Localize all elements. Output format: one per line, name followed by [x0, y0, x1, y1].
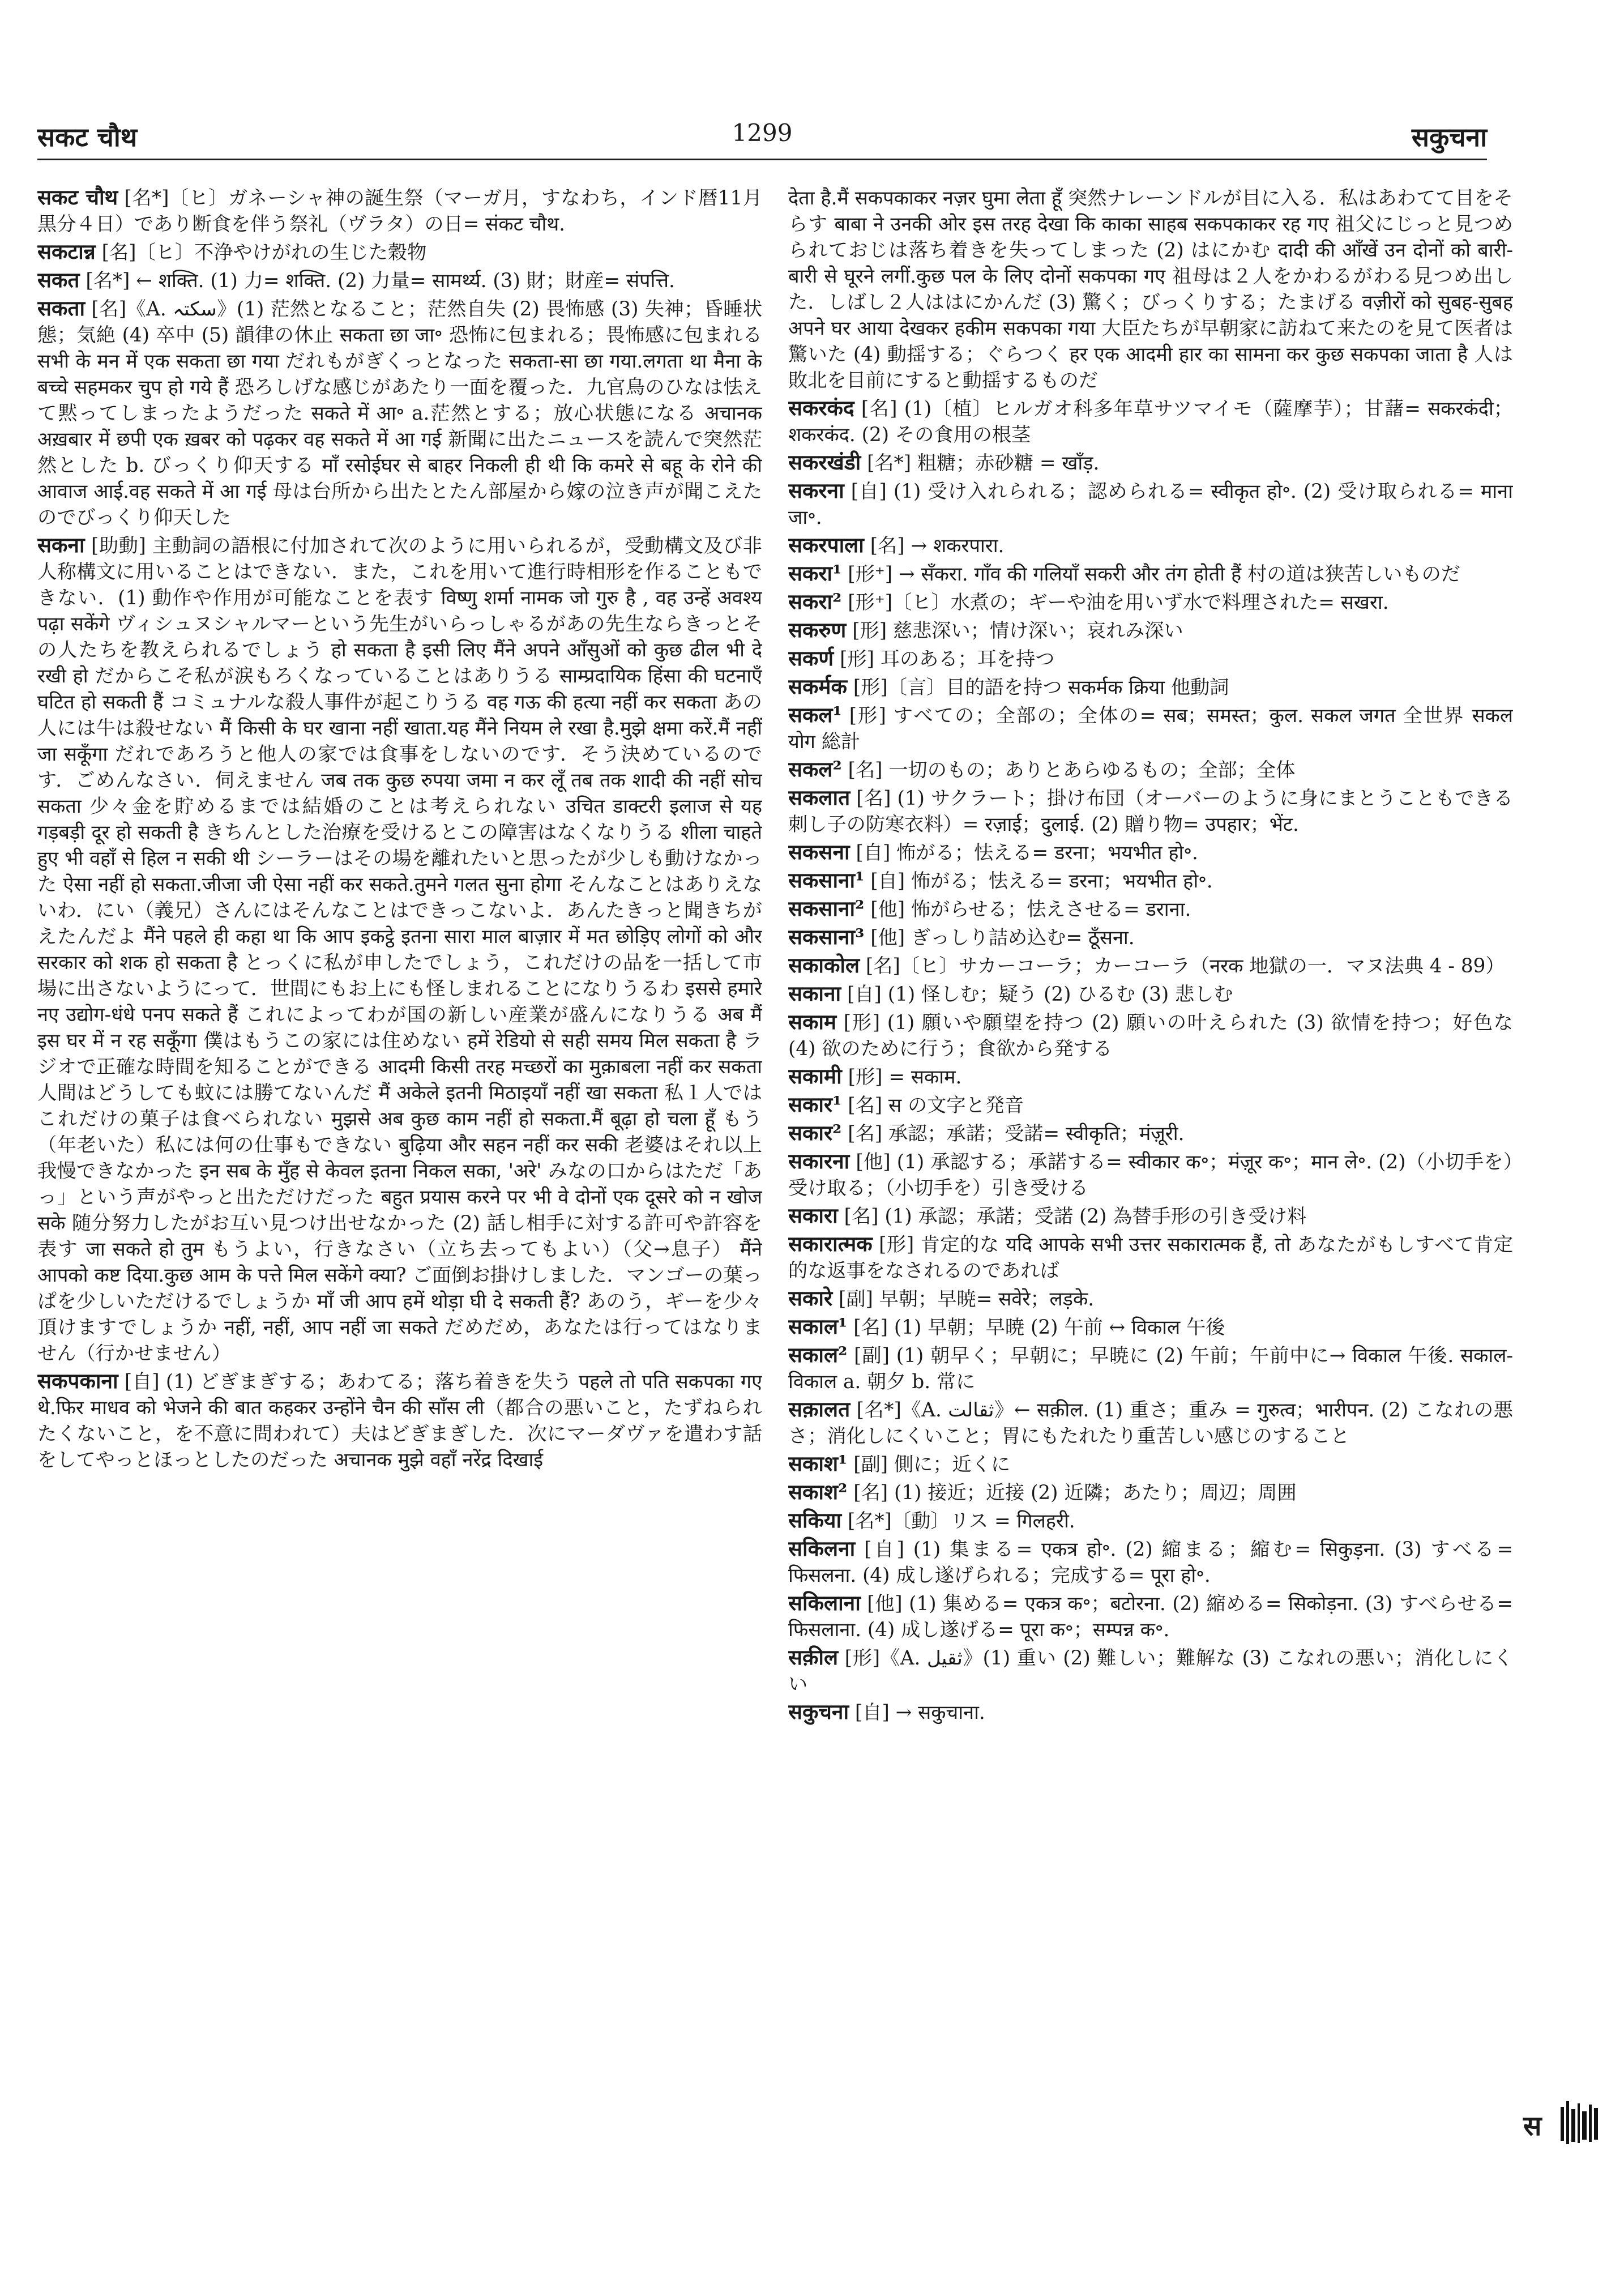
entry-definition: [名] (1) サクラート；掛け布団（オーバーのように身にまとうこともできる刺し子の防寒衣料）= रज़ाई；दुलाई. (2) 贈り物= उपहार；भेंट.	[788, 787, 1513, 836]
dictionary-entry	[788, 895, 1513, 923]
headword: सकार¹	[788, 1092, 842, 1117]
dictionary-entry	[37, 532, 762, 1367]
headword: सकल²	[788, 757, 842, 782]
headword: सकपकाना	[37, 1368, 118, 1393]
entry-definition: [名]《A. سكتہ》(1) 茫然となること；茫然自失 (2) 畏怖感 (3) 失神；昏睡状態；気絶 (4) 卒中 (5) 韻律の休止 सकता छा जा॰ 恐怖に包まれる；畏怖感に包まれる सभी के मन में एक सकता छा गया だれもがぎくっとなった सकता-सा छा गया.लगता था मैना के बच्चे सहमकर चुप हो गये हैं 恐ろしげな感じがあたり一面を覆った．九官鳥のひなは怯えて黙ってしまったようだった सकते में आ॰ a.茫然とする；放心状態になる अचानक अख़बार में छपी एक ख़बर को पढ़कर वह सकते में आ गई 新聞に出たニュースを読んで突然茫然とした b. びっくり仰天する माँ रसोईघर से बाहर निकली ही थी कि कमरे से बहू के रोने की आवाज आई.वह सकते में आ गई 母は台所から出たとたん部屋から嫁の泣き声が聞こえたのでびっくり仰天した	[37, 298, 762, 529]
entry-definition: [自] 怖がる；怯える= डरना；भयभीत हो॰.	[856, 842, 1198, 864]
entry-definition: [名] (1) 接近；近接 (2) 近隣；あたり；周辺；周囲	[853, 1482, 1297, 1504]
dictionary-entry	[788, 1342, 1513, 1395]
headword: सकिया	[788, 1508, 842, 1533]
headword: सकत	[37, 267, 80, 292]
running-head-left: सकट चौथ	[37, 122, 138, 152]
entry-definition: [自] (1) 受け入れられる；認められる= स्वीकृत हो॰. (2) 受け取られる= माना जा॰.	[788, 480, 1513, 529]
entry-definition: [形]〔言〕目的語を持つ सकर्मक क्रिया 他動詞	[853, 676, 1229, 699]
dictionary-entry	[788, 1698, 1513, 1726]
headword: सकटान्न	[37, 239, 96, 264]
dictionary-entry	[788, 867, 1513, 894]
dictionary-entry	[788, 532, 1513, 559]
entry-definition: [他] (1) 集める= एकत्र क॰；बटोरना. (2) 縮める= सिकोड़ना. (3) すべらせる= फिसलाना. (4) 成し遂げる= पूरा क॰；सम्पन्न क॰.	[788, 1593, 1513, 1641]
entry-definition: [形] 慈悲深い；情け深い；哀れみ深い	[852, 620, 1183, 642]
headword: सकार²	[788, 1120, 842, 1145]
headword: सकट चौथ	[37, 185, 118, 210]
thumb-index	[1523, 2095, 1608, 2146]
dictionary-entry	[788, 560, 1513, 587]
running-head-right: सकुचना	[1411, 122, 1487, 152]
dictionary-entry	[788, 1231, 1513, 1284]
entry-definition: [名] (1) 承認；承諾；受諾 (2) 為替手形の引き受け料	[844, 1205, 1307, 1228]
entry-definition: [他] 怖がらせる；怯えさせる= डराना.	[870, 898, 1191, 921]
dictionary-entry	[788, 1507, 1513, 1534]
entry-definition: [自] (1) 集まる= एकत्र हो॰. (2) 縮まる；縮む= सिकुड़ना. (3) すべる= फिसलना. (4) 成し遂げられる；完成する= पूरा हो॰.	[788, 1538, 1513, 1587]
entry-definition: [自] → सकुचाना.	[854, 1701, 985, 1724]
headword: सकर्मक	[788, 674, 847, 699]
dictionary-entry	[37, 184, 762, 237]
dictionary-entry	[788, 395, 1513, 448]
thumb-index-tab	[1558, 2099, 1604, 2146]
dictionary-entry	[788, 1091, 1513, 1119]
thumb-index-letter: स	[1523, 2110, 1542, 2142]
headword: सकल¹	[788, 702, 842, 727]
dictionary-entry	[788, 980, 1513, 1008]
headword: सकाश²	[788, 1479, 848, 1504]
headword: सकता	[37, 296, 86, 321]
headword: सकसना	[788, 839, 850, 864]
entry-definition: [副] 早朝；早暁= सवेरे；लड़के.	[839, 1288, 1095, 1311]
dictionary-entry	[788, 924, 1513, 951]
entry-definition: [他] (1) 承認する；承諾する= स्वीकार क॰；मंज़ूर क॰；मान ले॰. (2)（小切手を）受け取る；（小切手を）引き受ける	[788, 1151, 1513, 1200]
dictionary-entry	[788, 1120, 1513, 1147]
dictionary-entry	[788, 1313, 1513, 1341]
entry-definition: [形] 耳のある；耳を持つ	[840, 648, 1055, 671]
dictionary-entry	[37, 267, 762, 294]
headword: सकाना	[788, 981, 841, 1006]
page-header	[37, 119, 1487, 160]
headword: सकुचना	[788, 1699, 849, 1724]
entry-definition: [名*]〔動〕リス = गिलहरी.	[847, 1510, 1075, 1533]
entry-definition: [副] (1) 朝早く；早朝に；早暁に (2) 午前；午前中に→ विकाल 午後. सकाल-विकाल a. 朝夕 b. 常に	[788, 1345, 1513, 1393]
entry-definition: [名] (1) 早朝；早暁 (2) 午前 ↔ विकाल 午後	[853, 1316, 1225, 1339]
dictionary-entry	[788, 1148, 1513, 1201]
headword: सकाश¹	[788, 1451, 848, 1476]
dictionary-entry	[788, 673, 1513, 701]
dictionary-entry	[788, 449, 1513, 476]
headword: सकारे	[788, 1286, 833, 1311]
headword: सकसाना³	[788, 924, 865, 949]
dictionary-entry	[788, 1202, 1513, 1230]
headword: सकाल¹	[788, 1314, 848, 1339]
dictionary-entry	[788, 1009, 1513, 1062]
entry-definition: [形] = सकाम.	[848, 1066, 962, 1089]
headword: सकर्ण	[788, 646, 834, 671]
headword: सकरा²	[788, 589, 842, 614]
dictionary-entry	[788, 617, 1513, 644]
entry-definition: [名*] 粗糖；赤砂糖 = खाँड़.	[867, 452, 1100, 475]
entry-definition: [名] 一切のもの；ありとあらゆるもの；全部；全体	[848, 759, 1296, 782]
dictionary-entry	[788, 477, 1513, 531]
dictionary-entry	[788, 1590, 1513, 1643]
entry-definition: [副] 側に；近くに	[853, 1453, 1011, 1476]
entry-definition: [名]〔ヒ〕サカーコーラ；カーコーラ（नरक 地獄の一．マヌ法典 4 - 89）	[865, 955, 1505, 978]
dictionary-entry	[788, 702, 1513, 755]
dictionary-entry	[788, 1479, 1513, 1506]
headword: सकिलाना	[788, 1590, 861, 1615]
entry-definition: [名] स の文字と発音	[848, 1094, 1024, 1117]
headword: सकलात	[788, 785, 851, 810]
headword: सकाम	[788, 1009, 837, 1034]
headword: सकामी	[788, 1064, 842, 1089]
right-column	[788, 184, 1513, 2217]
dictionary-entry	[788, 645, 1513, 672]
headword: सकसाना²	[788, 896, 865, 921]
headword: सकाकोल	[788, 953, 860, 978]
entry-definition: [自] (1) 怪しむ；疑う (2) ひるむ (3) 悲しむ	[847, 983, 1233, 1006]
headword: सकरखंडी	[788, 450, 861, 475]
dictionary-entry	[788, 1535, 1513, 1589]
dictionary-entry	[788, 588, 1513, 616]
dictionary-entry	[788, 839, 1513, 866]
dictionary-entry	[788, 1450, 1513, 1478]
entry-definition: [助動] 主動詞の語根に付加されて次のように用いられるが，受動構文及び非人称構文に用いることはできない．また，これを用いて進行時相形を作ることもできない．(1) 動作や作用が可能なことを表す विष्णु शर्मा नामक जो गुरु है , वह उन्हें अवश्य पढ़ा सकेंगे ヴィシュヌシャルマーという先生がいらっしゃるがあの先生ならきっとその人たちを教えられるでしょう हो सकता है इसी लिए मैंने अपने आँसुओं को कुछ ढील भी दे रखी हो だからこそ私が涙もろくなっていることはありうる साम्प्रदायिक हिंसा की घटनाएँ घटित हो सकती हैं コミュナルな殺人事件が起こりうる वह गऊ की हत्या नहीं कर सकता あの人には牛は殺せない मैं किसी के घर खाना नहीं खाता.यह मैंने नियम ले रखा है.मुझे क्षमा करें.मैं नहीं जा सकूँगा だれであろうと他人の家では食事をしないのです．そう決めているのです．ごめんなさい．伺えません जब तक कुछ रुपया जमा न कर लूँ तब तक शादी की नहीं सोच सकता 少々金を貯めるまでは結婚のことは考えられない उचित डाक्टरी इलाज से यह गड़बड़ी दूर हो सकती है きちんとした治療を受けるとこの障害はなくなりうる शीला चाहते हुए भी वहाँ से हिल न सकी थी シーラーはその場を離れたいと思ったが少しも動けなかった ऐसा नहीं हो सकता.जीजा जी ऐसा नहीं कर सकते.तुमने गलत सुना होगा そんなことはありえないわ．にい（義兄）さんにはそんなことはできっこないよ．あんたきっと聞きちがえたんだよ मैंने पहले ही कहा था कि आप इकट्ठे इतना सारा माल बाज़ार में मत छोड़िए लोगों को और सरकार को शक हो सकता है とっくに私が申したでしょう，これだけの品を一括して市場に出さないようにって．世間にもお上にも怪しまれることになりうるわ इससे हमारे नए उद्योग-धंधे पनप सकते हैं これによってわが国の新しい産業が盛んになりうる अब मैं इस घर में न रह सकूँगा 僕はもうこの家には住めない हमें रेडियो से सही समय मिल सकता है ラジオで正確な時間を知ることができる आदमी किसी तरह मच्छरों का मुक़ाबला नहीं कर सकता 人間はどうしても蚊には勝てないんだ मैं अकेले इतनी मिठाइयाँ नहीं खा सकता 私１人ではこれだけの菓子は食べられない मुझसे अब कुछ काम नहीं हो सकता.मैं बूढ़ा हो चला हूँ もう（年老いた）私には何の仕事もできない बुढ़िया और सहन नहीं कर सकी 老婆はそれ以上我慢できなかった इन सब के मुँह से केवल इतना निकल सका, 'अरे' みなの口からはただ「あっ」という声がやっと出ただけだった बहुत प्रयास करने पर भी वे दोनों एक दूसरे को न खोज सके 随分努力したがお互い見つけ出せなかった (2) 話し相手に対する許可や許容を表す जा सकते हो तुम もうよい，行きなさい（立ち去ってもよい）（父→息子） मैंने आपको कष्ट दिया.कुछ आम के पत्ते मिल सकेंगे क्या? ご面倒お掛けしました．マンゴーの葉っぱを少しいただけるでしょうか माँ जी आप हमें थोड़ा घी दे सकती हैं? あのう，ギーを少々頂けますでしょうか नहीं, नहीं, आप नहीं जा सकते だめだめ，あなたは行ってはなりません（行かせません）	[37, 535, 762, 1365]
headword: सकरना	[788, 478, 844, 503]
entry-definition: [名] 承認；承諾；受諾= स्वीकृति；मंज़ूरी.	[848, 1122, 1185, 1145]
entry-definition: [形] (1) 願いや願望を持つ (2) 願いの叶えられた (3) 欲情を持つ；好色な (4) 欲のために行う；食欲から発する	[788, 1011, 1513, 1060]
entry-definition: [形⁺]〔ヒ〕水煮の；ギーや油を用いず水で料理された= सखरा.	[848, 591, 1389, 614]
headword: सकरकंद	[788, 395, 854, 420]
dictionary-entry	[37, 1368, 762, 1473]
dictionary-entry	[788, 1644, 1513, 1697]
dictionary-entry	[37, 238, 762, 266]
headword: सकना	[37, 532, 85, 557]
headword: सक़ालत	[788, 1397, 851, 1422]
entry-definition: [名] (1)〔植〕ヒルガオ科多年草サツマイモ（薩摩芋）；甘藷= सकरकंदी；शकरकंद. (2) その食用の根茎	[788, 398, 1513, 446]
dictionary-entry	[788, 784, 1513, 838]
entry-definition: [名*]〔ヒ〕ガネーシャ神の誕生祭（マーガ月，すなわち，インド暦11月黒分４日）であり断食を伴う祭礼（ヴラタ）の日= संकट चौथ.	[37, 187, 762, 236]
entry-definition: [形]《A. ثقيل》(1) 重い (2) 難しい；難解な (3) こなれの悪い；消化しにくい	[788, 1647, 1513, 1696]
left-column	[37, 184, 762, 2217]
headword: सकारा	[788, 1203, 838, 1228]
entry-definition: [他] ぎっしり詰め込む= ठूँसना.	[870, 927, 1135, 949]
entry-definition: [名*]《A. ثقالت》← सक़ील. (1) 重さ；重み = गुरुत्व；भारीपन. (2) こなれの悪さ；消化しにくいこと；胃にもたれたり重苦しい感じのすること	[788, 1399, 1513, 1448]
headword: सकारना	[788, 1149, 850, 1173]
entry-definition: [名*] ← शक्ति. (1) 力= शक्ति. (2) 力量= सामर्थ्य. (3) 財；財産= संपत्ति.	[86, 270, 675, 292]
entry-definition: [形] 肯定的な यदि आपके सभी उत्तर सकारात्मक हैं, तो あなたがもしすべて肯定的な返事をなされるのであれば	[788, 1234, 1513, 1282]
headword: सकसाना¹	[788, 868, 865, 893]
entry-definition: [形⁺] → सँकरा. गाँव की गलियाँ सकरी और तंग होती हैं 村の道は狭苦しいものだ	[848, 563, 1461, 586]
headword: सकरुण	[788, 617, 847, 642]
headword: सकारात्मक	[788, 1231, 873, 1256]
entry-definition: [名] → शकरपारा.	[870, 535, 1005, 557]
entry-definition: [自] 怖がる；怯える= डरना；भयभीत हो॰.	[870, 870, 1213, 893]
entry-definition: [自] (1) どぎまぎする；あわてる；落ち着きを失う पहले तो पति सकपका गए थे.फिर माधव को भेजने की बात कहकर उन्होंने चैन की साँस ली（都合の悪いこと，たずねられたくないこと，を不意に問われて）夫はどぎまぎした．次にマーダヴァを遣わす話をしてやっとほっとしたのだった अचानक मुझे वहाँ नरेंद्र दिखाई	[37, 1371, 762, 1471]
dictionary-entry	[788, 1285, 1513, 1312]
dictionary-entry	[788, 952, 1513, 979]
dictionary-entry	[788, 1063, 1513, 1090]
dictionary-entry	[788, 756, 1513, 783]
entry-definition: देता है.मैं सकपकाकर नज़र घुमा लेता हूँ 突然ナレーンドルが目に入る．私はあわてて目をそらす बाबा ने उनकी ओर इस तरह देखा कि काका साहब सकपकाकर रह गए 祖父にじっと見つめられておじは落ち着きを失ってしまった (2) はにかむ दादी की आँखें उन दोनों को बारी-बारी से घूरने लगीं.कुछ पल के लिए दोनों सकपका गए 祖母は２人をかわるがわる見つめ出した．しばし２人ははにかんだ (3) 驚く；びっくりする；たまげる वज़ीरों को सुबह-सुबह अपने घर आया देखकर हकीम सकपका गया 大臣たちが早朝家に訪ねて来たのを見て医者は驚いた (4) 動揺する；ぐらつく हर एक आदमी हार का सामना कर कुछ सकपका जाता है 人は敗北を目前にすると動揺するものだ	[788, 187, 1513, 392]
headword: सकरपाला	[788, 532, 864, 557]
entry-definition: [名]〔ヒ〕不浄やけがれの生じた穀物	[101, 241, 427, 264]
headword: सकाल²	[788, 1342, 848, 1367]
dictionary-entry	[788, 184, 1513, 394]
dictionary-entry	[788, 1396, 1513, 1449]
page-number: 1299	[732, 119, 793, 147]
dictionary-entry	[37, 295, 762, 531]
headword: सकरा¹	[788, 561, 842, 586]
headword: सक़ील	[788, 1645, 839, 1670]
entry-definition: [形] すべての；全部の；全体の= सब；समस्त；कुल. सकल जगत 全世界 सकल योग 総計	[788, 705, 1513, 753]
headword: सकिलना	[788, 1536, 856, 1561]
